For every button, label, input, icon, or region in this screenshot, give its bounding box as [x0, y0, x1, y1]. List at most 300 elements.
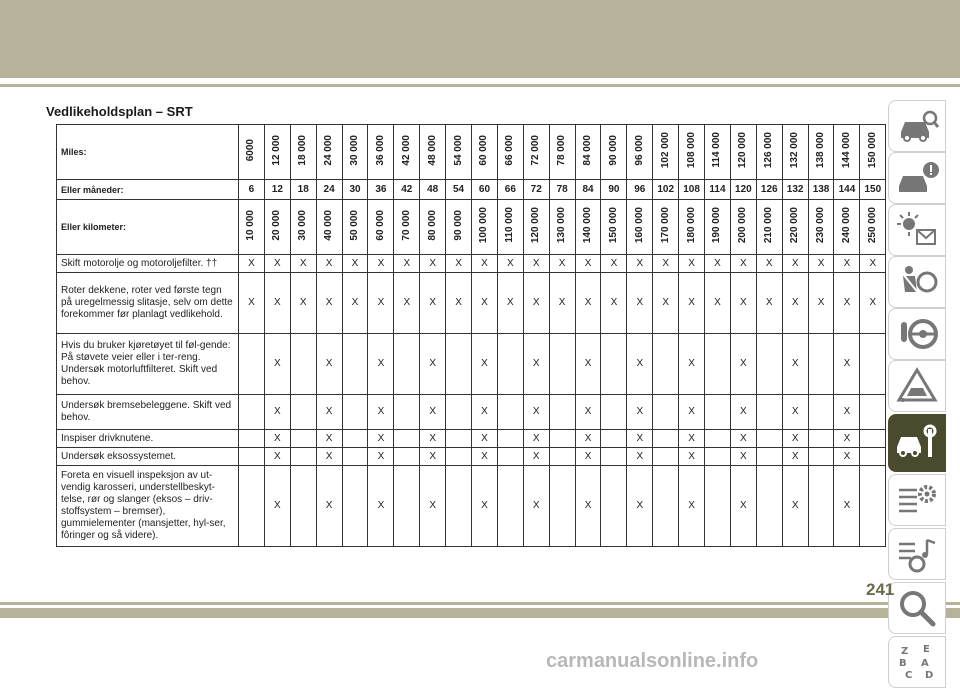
task-mark-cell: [239, 466, 265, 547]
task-mark-cell: X: [264, 395, 290, 430]
task-mark-cell: [808, 466, 834, 547]
km-interval-label: 110 000: [504, 207, 516, 243]
task-mark-cell: X: [316, 334, 342, 395]
task-mark-cell: [860, 430, 886, 448]
km-interval-label: 80 000: [426, 209, 438, 241]
task-mark-cell: [290, 466, 316, 547]
km-interval-cell: [782, 200, 808, 255]
km-interval-cell: [316, 200, 342, 255]
row-label: Roter dekkene, roter ved første tegn på uregelmessig slitasje, selv om dette forekommer før planlagt vedlikehold.: [57, 273, 239, 334]
task-mark-cell: [860, 448, 886, 466]
task-mark-cell: X: [627, 430, 653, 448]
months-interval-cell: 48: [420, 180, 446, 200]
km-interval-cell: [601, 200, 627, 255]
task-mark-cell: [808, 395, 834, 430]
km-interval-cell: [420, 200, 446, 255]
task-mark-cell: [756, 334, 782, 395]
task-mark-cell: X: [653, 255, 679, 273]
task-mark-cell: [549, 395, 575, 430]
miles-interval-label: 36 000: [374, 134, 386, 166]
miles-interval-label: 96 000: [633, 134, 645, 166]
task-mark-cell: X: [679, 448, 705, 466]
km-interval-cell: [860, 200, 886, 255]
months-interval-cell: 90: [601, 180, 627, 200]
chapter-tab-alphabetical-index[interactable]: [888, 636, 946, 688]
task-mark-cell: X: [808, 273, 834, 334]
km-interval-label: 190 000: [711, 206, 723, 244]
task-mark-cell: [290, 430, 316, 448]
task-mark-cell: [601, 334, 627, 395]
miles-interval-cell: [808, 125, 834, 180]
miles-interval-label: 72 000: [530, 134, 542, 166]
months-interval-cell: 54: [446, 180, 472, 200]
task-mark-cell: X: [782, 448, 808, 466]
task-mark-cell: X: [290, 255, 316, 273]
task-mark-cell: X: [834, 273, 860, 334]
alphabetical-index-icon: [895, 642, 939, 682]
task-mark-cell: X: [627, 273, 653, 334]
km-interval-label: 140 000: [582, 206, 594, 244]
miles-interval-label: 42 000: [400, 134, 412, 166]
task-mark-cell: X: [834, 448, 860, 466]
task-mark-cell: [394, 395, 420, 430]
km-interval-cell: [394, 200, 420, 255]
task-mark-cell: X: [368, 334, 394, 395]
task-mark-cell: [497, 430, 523, 448]
task-mark-cell: X: [394, 273, 420, 334]
task-mark-cell: X: [730, 395, 756, 430]
months-interval-cell: 144: [834, 180, 860, 200]
miles-interval-cell: [705, 125, 731, 180]
task-row: [57, 430, 886, 448]
task-mark-cell: X: [575, 395, 601, 430]
miles-interval-cell: [239, 125, 265, 180]
chapter-tab-specs-gear[interactable]: [888, 474, 946, 526]
task-mark-cell: X: [679, 466, 705, 547]
months-interval-cell: 36: [368, 180, 394, 200]
chapter-tab-car-info[interactable]: [888, 100, 946, 152]
miles-interval-cell: [549, 125, 575, 180]
km-interval-cell: [730, 200, 756, 255]
task-mark-cell: X: [834, 334, 860, 395]
row-label: Undersøk bremsebeleggene. Skift ved behov.: [57, 395, 239, 430]
task-mark-cell: [601, 395, 627, 430]
miles-interval-cell: [290, 125, 316, 180]
task-mark-cell: X: [446, 255, 472, 273]
steering-wheel-icon: [895, 314, 939, 354]
task-mark-cell: X: [316, 273, 342, 334]
chapter-tab-car-wrench[interactable]: [888, 414, 946, 472]
km-interval-label: 170 000: [659, 206, 671, 244]
task-mark-cell: X: [368, 430, 394, 448]
km-interval-label: 100 000: [478, 206, 490, 244]
task-row: [57, 255, 886, 273]
task-mark-cell: [342, 430, 368, 448]
task-mark-cell: [549, 430, 575, 448]
row-label: Inspiser drivknutene.: [57, 430, 239, 448]
chapter-tab-seatbelt-airbag[interactable]: [888, 256, 946, 308]
task-mark-cell: [497, 395, 523, 430]
months-interval-cell: 120: [730, 180, 756, 200]
miles-header-row: [57, 125, 886, 180]
miles-interval-cell: [264, 125, 290, 180]
months-interval-cell: 18: [290, 180, 316, 200]
task-mark-cell: [446, 448, 472, 466]
task-mark-cell: [342, 466, 368, 547]
task-mark-cell: X: [420, 334, 446, 395]
miles-interval-cell: [679, 125, 705, 180]
months-interval-cell: 84: [575, 180, 601, 200]
months-interval-cell: 66: [497, 180, 523, 200]
miles-interval-label: 6000: [245, 138, 257, 162]
svg-text:C: C: [905, 670, 913, 681]
km-interval-cell: [342, 200, 368, 255]
task-mark-cell: X: [316, 466, 342, 547]
task-mark-cell: X: [627, 466, 653, 547]
row-label: Hvis du bruker kjøretøyet til føl-gende: På støvete veier eller i ter-reng. Undersøk motorluftfilteret. Skift ved behov.: [57, 334, 239, 395]
task-mark-cell: [653, 466, 679, 547]
task-mark-cell: X: [368, 255, 394, 273]
task-mark-cell: [705, 448, 731, 466]
task-mark-cell: [653, 334, 679, 395]
km-interval-label: 40 000: [323, 209, 335, 241]
miles-interval-cell: [420, 125, 446, 180]
task-mark-cell: X: [264, 430, 290, 448]
task-mark-cell: [497, 334, 523, 395]
task-mark-cell: X: [316, 255, 342, 273]
page-number: 241: [866, 580, 895, 599]
km-interval-cell: [239, 200, 265, 255]
task-mark-cell: [394, 430, 420, 448]
task-mark-cell: [497, 466, 523, 547]
task-row: [57, 466, 886, 547]
task-mark-cell: [239, 334, 265, 395]
task-mark-cell: [446, 395, 472, 430]
miles-interval-cell: [730, 125, 756, 180]
km-interval-cell: [705, 200, 731, 255]
miles-interval-cell: [472, 125, 498, 180]
task-mark-cell: X: [472, 448, 498, 466]
miles-interval-cell: [601, 125, 627, 180]
months-interval-cell: 6: [239, 180, 265, 200]
task-mark-cell: X: [601, 255, 627, 273]
task-mark-cell: X: [756, 255, 782, 273]
task-mark-cell: [342, 395, 368, 430]
km-interval-cell: [290, 200, 316, 255]
km-interval-cell: [756, 200, 782, 255]
miles-interval-label: 24 000: [323, 134, 335, 166]
row-label: Foreta en visuell inspeksjon av ut-vendig karosseri, understellbeskyt-telse, rør og slanger (eksos – driv-stoffsystem – bremser), gummielementer (mansjetter, hyl-ser, fôringer og så videre).: [57, 466, 239, 547]
task-mark-cell: X: [239, 255, 265, 273]
miles-interval-label: 90 000: [607, 134, 619, 166]
task-mark-cell: X: [834, 430, 860, 448]
task-row: [57, 273, 886, 334]
task-mark-cell: X: [264, 466, 290, 547]
car-wrench-icon: [895, 423, 939, 463]
km-interval-label: 60 000: [374, 209, 386, 241]
months-interval-cell: 96: [627, 180, 653, 200]
task-mark-cell: [290, 395, 316, 430]
task-mark-cell: [446, 430, 472, 448]
seatbelt-airbag-icon: [895, 262, 939, 302]
task-mark-cell: X: [472, 255, 498, 273]
task-mark-cell: [808, 448, 834, 466]
task-mark-cell: X: [782, 466, 808, 547]
task-mark-cell: X: [264, 448, 290, 466]
task-mark-cell: X: [627, 255, 653, 273]
chapter-tab-car-alert[interactable]: [888, 152, 946, 204]
task-mark-cell: X: [523, 255, 549, 273]
task-mark-cell: [756, 430, 782, 448]
miles-interval-cell: [653, 125, 679, 180]
miles-interval-label: 60 000: [478, 134, 490, 166]
months-header-row: [57, 180, 886, 200]
miles-interval-label: 12 000: [271, 134, 283, 166]
task-mark-cell: X: [497, 273, 523, 334]
task-row: [57, 448, 886, 466]
chapter-tab-media-settings[interactable]: [888, 528, 946, 580]
search-icon: [895, 588, 939, 628]
miles-interval-cell: [575, 125, 601, 180]
task-mark-cell: X: [523, 334, 549, 395]
task-mark-cell: X: [627, 448, 653, 466]
miles-interval-label: 138 000: [815, 131, 827, 169]
miles-interval-label: 114 000: [711, 132, 723, 168]
task-mark-cell: [549, 466, 575, 547]
task-mark-cell: X: [575, 466, 601, 547]
task-mark-cell: X: [316, 430, 342, 448]
months-interval-cell: 12: [264, 180, 290, 200]
task-mark-cell: [808, 334, 834, 395]
task-mark-cell: X: [394, 255, 420, 273]
task-mark-cell: X: [368, 395, 394, 430]
task-mark-cell: [860, 334, 886, 395]
task-mark-cell: X: [316, 448, 342, 466]
car-info-icon: [895, 106, 939, 146]
row-label: Miles:: [57, 125, 239, 180]
task-mark-cell: X: [575, 334, 601, 395]
task-mark-cell: X: [782, 430, 808, 448]
task-mark-cell: X: [472, 334, 498, 395]
task-mark-cell: [705, 466, 731, 547]
task-mark-cell: [239, 430, 265, 448]
months-interval-cell: 60: [472, 180, 498, 200]
task-mark-cell: [394, 334, 420, 395]
km-interval-cell: [497, 200, 523, 255]
km-interval-label: 20 000: [271, 209, 283, 241]
car-alert-icon: [895, 158, 939, 198]
task-mark-cell: [860, 395, 886, 430]
km-interval-cell: [549, 200, 575, 255]
miles-interval-cell: [627, 125, 653, 180]
miles-interval-cell: [497, 125, 523, 180]
miles-interval-cell: [394, 125, 420, 180]
task-mark-cell: X: [627, 395, 653, 430]
task-mark-cell: [446, 466, 472, 547]
task-mark-cell: X: [679, 255, 705, 273]
km-interval-label: 90 000: [452, 209, 464, 241]
task-mark-cell: [290, 448, 316, 466]
km-interval-cell: [523, 200, 549, 255]
task-mark-cell: [756, 395, 782, 430]
task-mark-cell: X: [834, 255, 860, 273]
chapter-tab-search[interactable]: [888, 582, 946, 634]
km-interval-label: 230 000: [815, 206, 827, 244]
task-mark-cell: [601, 448, 627, 466]
months-interval-cell: 126: [756, 180, 782, 200]
task-mark-cell: X: [679, 334, 705, 395]
task-mark-cell: X: [653, 273, 679, 334]
miles-interval-label: 66 000: [504, 134, 516, 166]
task-mark-cell: X: [472, 466, 498, 547]
months-interval-cell: 108: [679, 180, 705, 200]
maintenance-schedule-table: [56, 124, 886, 547]
task-mark-cell: X: [782, 395, 808, 430]
km-interval-label: 10 000: [245, 209, 257, 241]
task-mark-cell: X: [834, 466, 860, 547]
task-mark-cell: [239, 448, 265, 466]
bottom-color-band: [0, 608, 960, 618]
task-mark-cell: [756, 448, 782, 466]
task-mark-cell: X: [239, 273, 265, 334]
months-interval-cell: 132: [782, 180, 808, 200]
task-mark-cell: X: [782, 273, 808, 334]
chapter-tab-road-warning[interactable]: [888, 360, 946, 412]
km-interval-cell: [446, 200, 472, 255]
svg-text:A: A: [921, 658, 929, 669]
task-mark-cell: X: [549, 255, 575, 273]
task-mark-cell: X: [497, 255, 523, 273]
task-mark-cell: X: [420, 395, 446, 430]
task-mark-cell: X: [420, 255, 446, 273]
km-interval-cell: [264, 200, 290, 255]
specs-gear-icon: [895, 480, 939, 520]
task-mark-cell: [394, 448, 420, 466]
km-interval-label: 210 000: [763, 206, 775, 244]
km-interval-cell: [834, 200, 860, 255]
task-mark-cell: X: [705, 273, 731, 334]
media-settings-icon: [895, 534, 939, 574]
task-mark-cell: [653, 448, 679, 466]
task-mark-cell: X: [368, 448, 394, 466]
miles-interval-cell: [342, 125, 368, 180]
miles-interval-label: 84 000: [582, 134, 594, 166]
miles-interval-cell: [368, 125, 394, 180]
page-title: Vedlikeholdsplan – SRT: [46, 104, 193, 119]
task-mark-cell: [342, 334, 368, 395]
task-mark-cell: X: [782, 255, 808, 273]
watermark: carmanualsonline.info: [546, 650, 759, 672]
task-mark-cell: X: [730, 273, 756, 334]
task-mark-cell: X: [290, 273, 316, 334]
miles-interval-label: 78 000: [556, 134, 568, 166]
svg-text:D: D: [925, 670, 934, 681]
km-interval-cell: [808, 200, 834, 255]
task-mark-cell: X: [523, 466, 549, 547]
task-mark-cell: X: [342, 255, 368, 273]
task-mark-cell: X: [342, 273, 368, 334]
task-mark-cell: X: [860, 255, 886, 273]
km-interval-label: 180 000: [685, 206, 697, 244]
km-interval-cell: [653, 200, 679, 255]
task-mark-cell: X: [264, 255, 290, 273]
task-mark-cell: X: [730, 430, 756, 448]
task-mark-cell: X: [575, 273, 601, 334]
task-mark-cell: [705, 395, 731, 430]
task-mark-cell: X: [575, 255, 601, 273]
row-label: Undersøk eksossystemet.: [57, 448, 239, 466]
km-interval-label: 70 000: [400, 209, 412, 241]
task-mark-cell: X: [679, 430, 705, 448]
task-mark-cell: [290, 334, 316, 395]
task-mark-cell: [446, 334, 472, 395]
task-mark-cell: [549, 448, 575, 466]
task-mark-cell: X: [730, 255, 756, 273]
task-mark-cell: X: [316, 395, 342, 430]
km-interval-label: 240 000: [840, 206, 852, 244]
km-interval-cell: [575, 200, 601, 255]
task-mark-cell: [756, 466, 782, 547]
task-mark-cell: X: [472, 395, 498, 430]
task-mark-cell: X: [679, 395, 705, 430]
miles-interval-label: 120 000: [737, 131, 749, 169]
task-mark-cell: X: [420, 448, 446, 466]
task-mark-cell: [808, 430, 834, 448]
chapter-tab-warning-lights[interactable]: [888, 204, 946, 256]
task-mark-cell: [653, 395, 679, 430]
task-mark-cell: [342, 448, 368, 466]
task-mark-cell: X: [368, 466, 394, 547]
miles-interval-label: 132 000: [789, 131, 801, 169]
task-mark-cell: X: [730, 448, 756, 466]
task-mark-cell: X: [782, 334, 808, 395]
km-header-row: [57, 200, 886, 255]
months-interval-cell: 78: [549, 180, 575, 200]
road-warning-icon: [895, 366, 939, 406]
task-mark-cell: X: [420, 273, 446, 334]
km-interval-label: 130 000: [556, 206, 568, 244]
task-row: [57, 334, 886, 395]
months-interval-cell: 72: [523, 180, 549, 200]
km-interval-label: 200 000: [737, 206, 749, 244]
miles-interval-cell: [834, 125, 860, 180]
miles-interval-label: 48 000: [426, 134, 438, 166]
months-interval-cell: 138: [808, 180, 834, 200]
miles-interval-label: 108 000: [685, 131, 697, 169]
top-color-band: [0, 0, 960, 78]
km-interval-cell: [679, 200, 705, 255]
task-mark-cell: X: [472, 273, 498, 334]
task-mark-cell: X: [860, 273, 886, 334]
miles-interval-label: 150 000: [866, 131, 878, 169]
task-mark-cell: X: [446, 273, 472, 334]
task-mark-cell: X: [730, 466, 756, 547]
miles-interval-cell: [446, 125, 472, 180]
task-mark-cell: [497, 448, 523, 466]
task-mark-cell: X: [420, 466, 446, 547]
task-mark-cell: [705, 430, 731, 448]
task-mark-cell: X: [523, 430, 549, 448]
task-mark-cell: [601, 466, 627, 547]
km-interval-label: 160 000: [633, 206, 645, 244]
km-interval-label: 150 000: [607, 206, 619, 244]
task-mark-cell: [239, 395, 265, 430]
months-interval-cell: 102: [653, 180, 679, 200]
miles-interval-label: 30 000: [349, 134, 360, 166]
task-mark-cell: [860, 466, 886, 547]
chapter-tab-steering-wheel[interactable]: [888, 308, 946, 360]
task-mark-cell: X: [523, 448, 549, 466]
